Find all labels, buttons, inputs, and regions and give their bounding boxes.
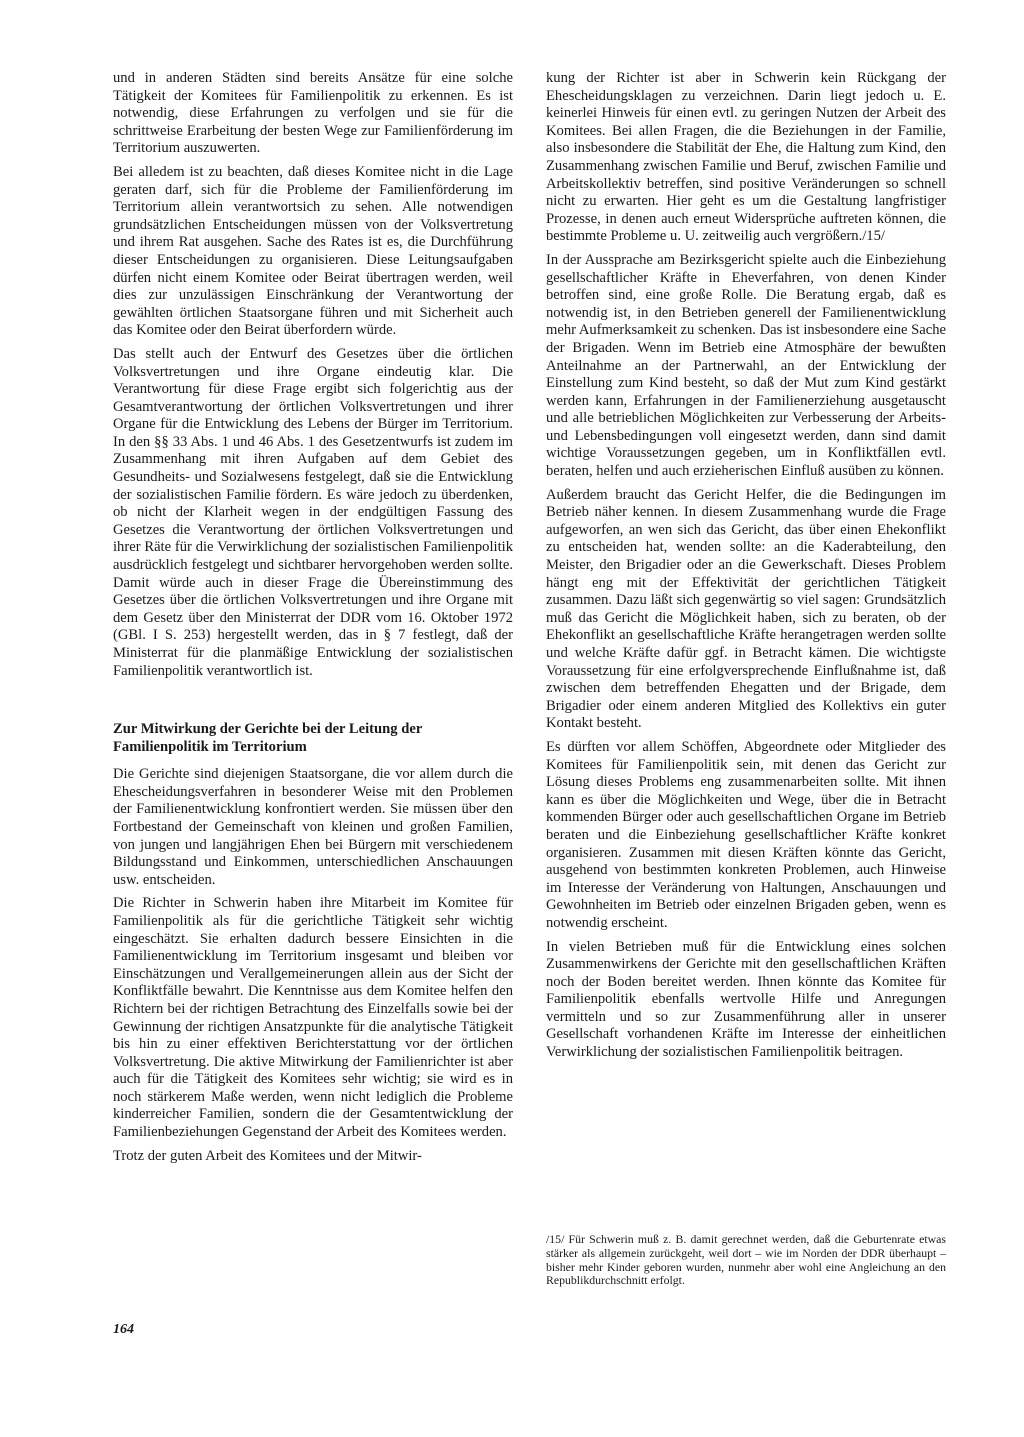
left-paragraph-3: Das stellt auch der Entwurf des Gesetzes über die örtlichen Volksvertretungen und ihre Organe eindeutig klar. Die Verantwortung für diese Frage ergibt sich folgerichtig aus der Gesamtverantwortung der örtlichen Volksvertretungen und ihrer Organe für die Entwicklung des Lebens der Bürger im Territorium. In den §§ 33 Abs. 1 und 46 Abs. 1 des Gesetzentwurfs ist zudem im Zusammenhang mit ihren Aufgaben auf dem Gebiet des Gesundheits- und Sozialwesens festgelegt, daß sie die Entwicklung der sozialistischen Familie fördern. Es wäre jedoch zu überdenken, ob nicht der Klarheit wegen in der endgültigen Fassung des Gesetzes die Verantwortung der örtlichen Volksvertretungen und ihrer Räte für die Verwirklichung der sozialistischen Familienpolitik ausdrücklich festgelegt und sichtbarer hervorgehoben werden sollte. Damit würde auch in dieser Frage die Übereinstimmung des Gesetzes über die örtlichen Volksvertretungen und ihre Organe mit dem Gesetz über den Ministerrat der DDR vom 16. Oktober 1972 (GBl. I S. 253) hergestellt werden, das in § 7 festlegt, daß der Ministerrat für die planmäßige Entwicklung der sozialistischen Familienpolitik verantwortlich ist. [113,345,513,679]
left-paragraph-6: Trotz der guten Arbeit des Komitees und der Mitwir- [113,1147,422,1164]
footnote: /15/ Für Schwerin muß z. B. damit gerechnet werden, daß die Geburtenrate etwas stärker als allgemein zurückgeht, weil dort – wie im Norden der DDR überhaupt – bisher mehr Kinder geboren wurden, nunmehr aber wohl eine Angleichung an den Republikdurchschnitt erfolgt. [546,1232,946,1288]
right-paragraph-1: kung der Richter ist aber in Schwerin kein Rückgang der Ehescheidungsklagen zu verzeichnen. Darin liegt jedoch u. E. keinerlei Hinweis für einen evtl. zu geringen Nutzen der Arbeit des Komitees. Bei allen Fragen, die die Beziehungen in der Familie, also insbesondere die Stabilität der Ehe, die Haltung zum Kind, den Zusammenhang zwischen Familie und Beruf, zwischen Familie und Arbeitskollektiv betreffen, sind positive Veränderungen so schnell nicht zu erwarten. Hier geht es um die Gestaltung langfristiger Prozesse, in denen auch erneut Widersprüche auftreten können, die bestimmte Probleme u. U. zeitweilig auch vergrößern./15/ [546,70,946,245]
right-paragraph-3: Außerdem braucht das Gericht Helfer, die die Bedingungen im Betrieb näher kennen. In diesem Zusammenhang wurde die Frage aufgeworfen, an wen sich das Gericht, das über einen Ehekonflikt zu entscheiden hat, wenden sollte: an die Kaderabteilung, den Meister, den Brigadier oder an die Gewerkschaft. Dieses Problem hängt eng mit der Effektivität der gerichtlichen Tätigkeit zusammen. Dazu läßt sich gegenwärtig so viel sagen: Grundsätzlich muß das Gericht die Möglichkeit haben, sich zu beraten, ob der Ehekonflikt an gesellschaftliche Kräfte herangetragen werden sollte und welche Kräfte dafür ggf. in Betracht kämen. Die wichtigste Voraussetzung für eine erfolgversprechende Einflußnahme ist, daß zwischen dem betreffenden Ehegatten und der Brigade, dem Brigadier oder einem anderen Mitglied des Kollektivs ein guter Kontakt besteht. [546,486,946,732]
section-heading: Zur Mitwirkung der Gerichte bei der Leitung der Familienpolitik im Territorium [113,721,423,756]
left-column [113,70,513,1171]
right-column [546,70,946,1068]
left-paragraph-2: Bei alledem ist zu beachten, daß dieses Komitee nicht in die Lage geraten darf, sich für die Probleme der Familienförderung im Territorium allein verantwortsich zu sehen. Alle notwendigen grundsätzlichen Entscheidungen müssen von der Volksvertretung und ihrem Rat ausgehen. Sache des Rates ist es, die Durchführung dieser Entscheidungen zu organisieren. Diese Leitungsaufgaben dürfen nicht einem Komitee oder Beirat übertragen werden, weil dies zur unzulässigen Einschränkung der Verantwortung der gewählten örtlichen Staatsorgane führen und mit Sicherheit auch das Komitee oder den Beirat überfordern würde. [113,163,513,339]
left-paragraph-1: und in anderen Städten sind bereits Ansätze für eine solche Tätigkeit der Komitees für Familienpolitik zu erkennen. Es ist notwendig, diese Erfahrungen zu verfolgen und sie für die schrittweise Erarbeitung der besten Wege zur Familienförderung im Territorium auszuwerten. [113,70,513,157]
right-paragraph-5: In vielen Betrieben muß für die Entwicklung eines solchen Zusammenwirkens der Gerichte mit den gesellschaftlichen Kräften noch der Boden bereitet werden. Ihnen könnte das Komitee für Familienpolitik ebenfalls wertvolle Hilfe und Anregungen vermitteln und so zur Zusammenführung aller in unserer Gesellschaft vorhandenen Kräfte im Interesse der einheitlichen Verwirklichung der sozialistischen Familienpolitik beitragen. [546,938,946,1061]
right-paragraph-4: Es dürften vor allem Schöffen, Abgeordnete oder Mitglieder des Komitees für Familienpolitik sein, mit denen das Gericht zur Lösung dieses Problems eng zusammenarbeiten sollte. Mit ihnen kann es über die Möglichkeiten und Wege, über die in Betracht kommenden Bürger oder auch gesellschaftlichen Organe im Betrieb beraten und die Einbeziehung gesellschaftlicher Kräfte konkret organisieren. Zusammen mit diesen Kräften könnte das Gericht, ausgehend von bestimmten konkreten Problemen, auch Hinweise im Interesse der Veränderung von Haltungen, Anschauungen und Gewohnheiten im Betrieb oder einzelnen Brigaden geben, wenn es notwendig erscheint. [546,738,946,931]
right-paragraph-2: In der Aussprache am Bezirksgericht spielte auch die Einbeziehung gesellschaftlicher Kräfte in Eheverfahren, von denen Kinder betroffen sind, eine große Rolle. Die Beratung ergab, daß es notwendig ist, in den Betrieben generell der Familienentwicklung mehr Aufmerksamkeit zu schenken. Das ist insbesondere eine Sache der Brigaden. Wenn im Betrieb eine Atmosphäre der bewußten Anteilnahme an der Partnerwahl, an der Entwicklung der Einstellung zum Kind besteht, so daß der Mut zum Kind gestärkt werden kann, Erfahrungen in der Familienerziehung ausgetauscht und alle betrieblichen Möglichkeiten zur Verbesserung der Arbeits- und Lebensbedingungen voll eingesetzt werden, dann sind damit wichtige Voraussetzungen gegeben, um in Konfliktfällen evtl. beraten, helfen und auch erzieherischen Einfluß ausüben zu können. [546,251,946,480]
left-paragraph-4: Die Gerichte sind diejenigen Staatsorgane, die vor allem durch die Ehescheidungsverfahren in besonderer Weise mit den Problemen der Familienentwicklung konfrontiert werden. Sie müssen über den Fortbestand der Gemeinschaft von kleinen und großen Familien, von jungen und langjährigen Ehen bei Bürgern mit verschiedenem Bildungsstand und Einkommen, unterschiedlichen Anschauungen usw. entscheiden. [113,766,513,888]
left-paragraph-5: Die Richter in Schwerin haben ihre Mitarbeit im Komitee für Familienpolitik als für die gerichtliche Tätigkeit sehr wichtig eingeschätzt. Sie erhalten dadurch bessere Einsichten in die Familienentwicklung im Territorium insgesamt und bleiben vor Einschätzungen und Verallgemeinerungen allein aus der Sicht der Konfliktfälle bewahrt. Die Kenntnisse aus dem Komitee helfen den Richtern bei der richtigen Betrachtung des Einzelfalls sowie bei der Gewinnung der richtigen Ansatzpunkte für die analytische Tätigkeit bis hin zu einer effektiven Berichterstattung vor der örtlichen Volksvertretung. Die aktive Mitwirkung der Familienrichter ist aber auch für die Tätigkeit des Komitees sehr wichtig; sie wird es in noch stärkerem Maße werden, wenn nicht lediglich die Probleme kinderreicher Familien, sondern die der Gesamtentwicklung der Familienbeziehungen Gegenstand der Arbeit des Komitees werden. [113,895,513,1141]
page-number: 164 [113,1322,134,1337]
